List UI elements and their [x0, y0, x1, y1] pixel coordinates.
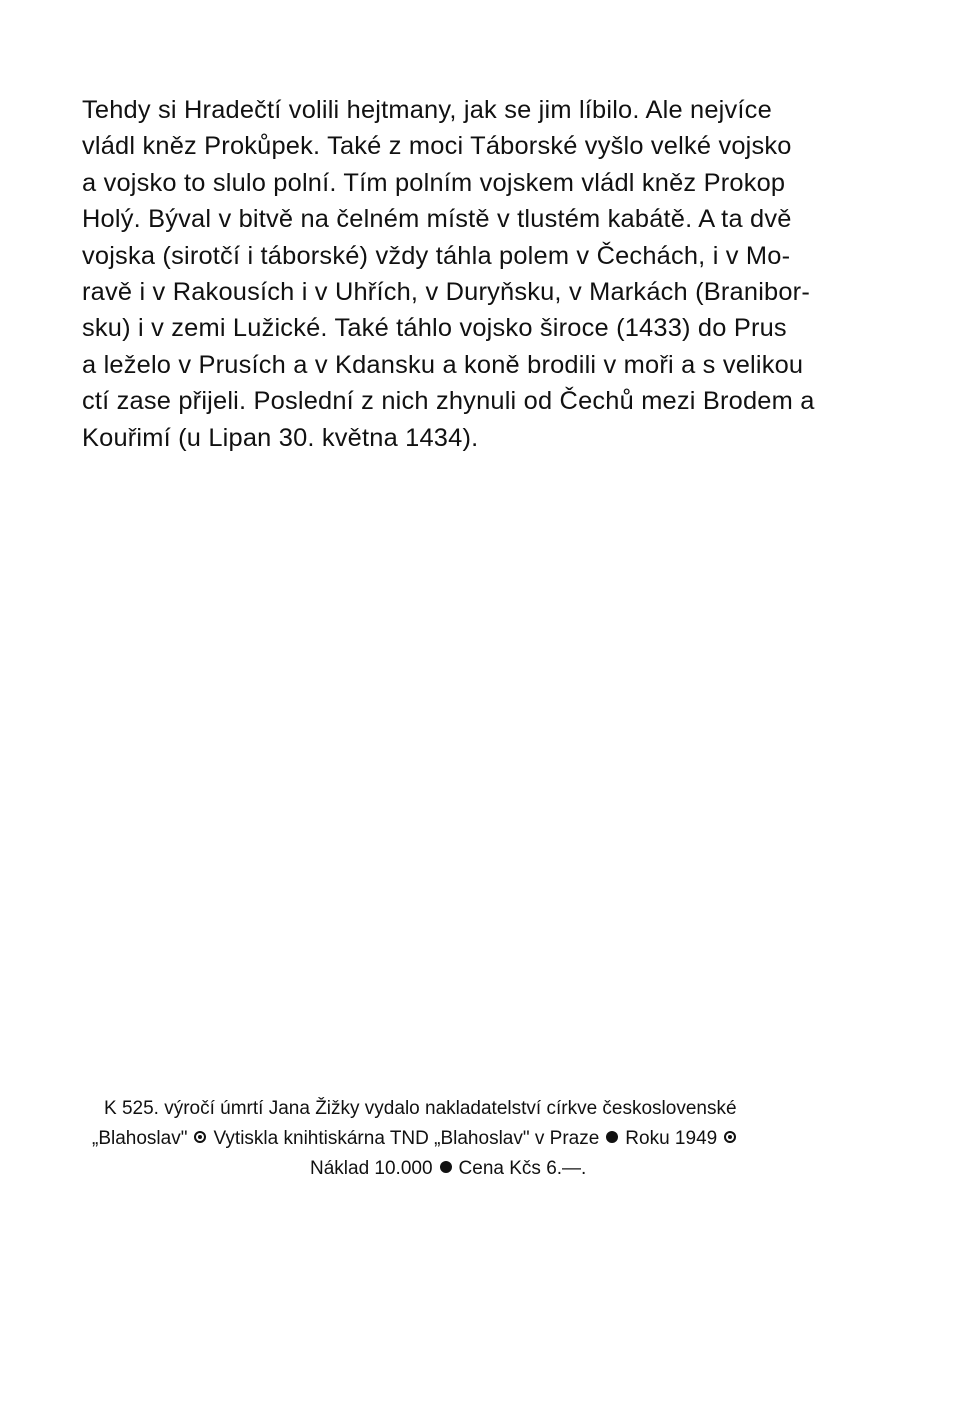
filled-bullet-icon [440, 1161, 452, 1173]
colophon-line: K 525. výročí úmrtí Jana Žižky vydalo nakladatelství církve československé [104, 1098, 737, 1119]
open-bullet-icon [724, 1131, 736, 1143]
colophon [92, 1094, 852, 1184]
price: Cena Kčs 6.—. [458, 1158, 587, 1179]
text-line: sku) i v zemi Lužické. Také táhlo vojsko široce (1433) do Prus [82, 314, 787, 343]
text-line: ctí zase přijeli. Poslední z nich zhynuli od Čechů mezi Brodem a [82, 387, 815, 416]
text-line: Kouřimí (u Lipan 30. května 1434). [82, 423, 479, 452]
colophon-line [92, 1124, 852, 1154]
text-line: vládl kněz Prokůpek. Také z moci Táborské vyšlo velké vojsko [82, 132, 792, 161]
colophon-line [92, 1154, 852, 1184]
publisher-name: „Blahoslav" [92, 1128, 188, 1149]
printer-info: Vytiskla knihtiskárna TND „Blahoslav" v Praze [213, 1128, 600, 1149]
text-line: Tehdy si Hradečtí volili hejtmany, jak se jim líbilo. Ale nejvíce [82, 96, 772, 124]
text-line: a leželo v Prusích a v Kdansku a koně brodili v moři a s velikou [82, 350, 804, 379]
open-bullet-icon [194, 1131, 206, 1143]
text-line: ravě i v Rakousích i v Uhřích, v Duryňsku, v Markách (Branibor- [82, 278, 810, 307]
text-line: vojska (sirotčí i táborské) vždy táhla polem v Čechách, i v Mo- [82, 241, 791, 270]
text-line: Holý. Býval v bitvě na čelném místě v tlustém kabátě. A ta dvě [82, 205, 792, 234]
filled-bullet-icon [606, 1131, 618, 1143]
text-line: a vojsko to slulo polní. Tím polním vojskem vládl kněz Prokop [82, 168, 786, 197]
body-paragraph [82, 92, 882, 456]
year-info: Roku 1949 [625, 1128, 718, 1149]
print-run: Náklad 10.000 [310, 1158, 433, 1179]
